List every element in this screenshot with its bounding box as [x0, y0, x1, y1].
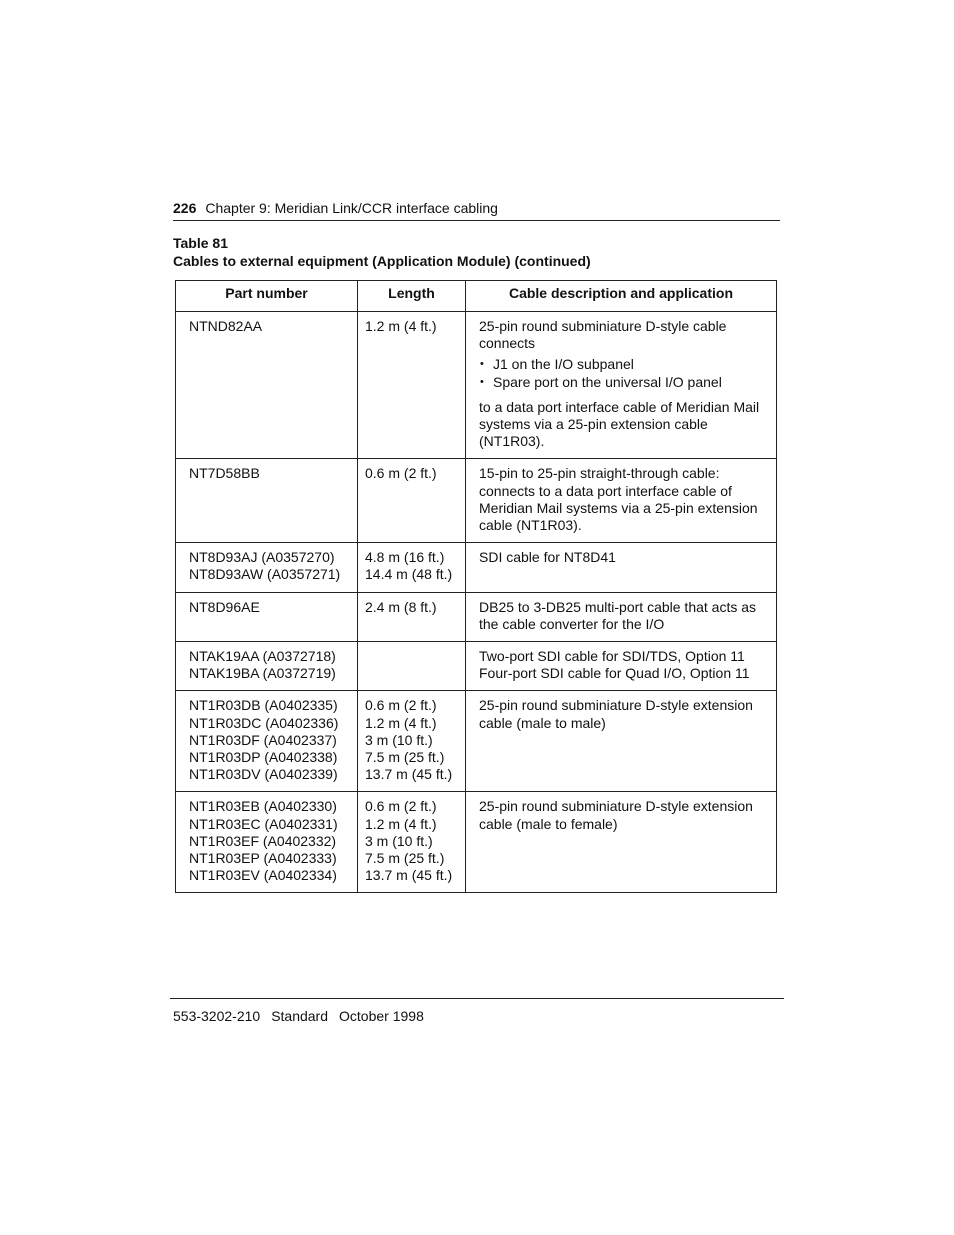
part-number: NT1R03EV (A0402334)	[189, 867, 337, 884]
description-line: Two-port SDI cable for SDI/TDS, Option 11	[479, 648, 745, 665]
part-number: NT1R03EC (A0402331)	[189, 815, 338, 832]
length-value: 0.6 m (2 ft.)	[365, 697, 437, 714]
length-value: 13.7 m (45 ft.)	[365, 766, 453, 783]
description-cell	[466, 691, 777, 792]
cables-table	[175, 280, 777, 893]
description-cell	[466, 543, 777, 592]
table-title: Cables to external equipment (Application Module) (continued)	[173, 252, 591, 269]
column-header-length: Length	[358, 281, 466, 312]
length-cell	[358, 592, 466, 641]
part-number: NTND82AA	[189, 318, 263, 334]
part-number-cell	[176, 459, 358, 543]
part-number: NTAK19AA (A0372718)	[189, 648, 336, 665]
description-text: SDI cable for NT8D41	[479, 549, 616, 566]
column-header-part-number: Part number	[176, 281, 358, 312]
table-label: Table 81	[173, 235, 228, 251]
description-text: to a data port interface cable of Meridian Mail systems via a 25-pin extension cable (NT1R03).	[479, 398, 760, 450]
chapter-title: Chapter 9: Meridian Link/CCR interface cabling	[205, 200, 498, 216]
part-number: NT7D58BB	[189, 465, 260, 482]
table-row	[176, 543, 777, 592]
table-caption	[173, 235, 780, 270]
table-row	[176, 312, 777, 459]
length-value: 3 m (10 ft.)	[365, 832, 433, 849]
length-value: 2.4 m (8 ft.)	[365, 598, 437, 615]
length-cell	[358, 691, 466, 792]
length-value: 1.2 m (4 ft.)	[365, 318, 437, 334]
table-row	[176, 691, 777, 792]
running-header	[173, 199, 780, 221]
part-number-cell	[176, 691, 358, 792]
running-footer	[170, 998, 784, 1024]
description-text: 25-pin round subminiature D-style extension cable (male to male)	[479, 697, 753, 731]
part-number: NT1R03DV (A0402339)	[189, 766, 338, 783]
table-row	[176, 642, 777, 691]
part-number-cell	[176, 642, 358, 691]
description-cell	[466, 592, 777, 641]
length-cell	[358, 312, 466, 459]
length-value: 3 m (10 ft.)	[365, 731, 433, 748]
part-number: NT1R03EB (A0402330)	[189, 798, 337, 815]
publication-date: October 1998	[339, 1008, 424, 1024]
length-value: 0.6 m (2 ft.)	[365, 465, 437, 482]
description-cell	[466, 312, 777, 459]
length-value: 1.2 m (4 ft.)	[365, 815, 437, 832]
length-cell	[358, 459, 466, 543]
bullet-text: Spare port on the universal I/O panel	[493, 373, 722, 390]
part-number-cell	[176, 543, 358, 592]
length-value: 14.4 m (48 ft.)	[365, 566, 453, 583]
part-number: NTAK19BA (A0372719)	[189, 665, 336, 682]
part-number: NT1R03DF (A0402337)	[189, 731, 337, 748]
part-number-cell	[176, 792, 358, 893]
length-value: 13.7 m (45 ft.)	[365, 867, 453, 884]
table-header-row	[176, 281, 777, 312]
description-cell	[466, 642, 777, 691]
length-value: 7.5 m (25 ft.)	[365, 850, 445, 867]
description-text: 25-pin round subminiature D-style cable connects	[479, 318, 727, 352]
part-number: NT1R03DC (A0402336)	[189, 714, 339, 731]
part-number: NT8D93AJ (A0357270)	[189, 549, 335, 566]
part-number: NT1R03EP (A0402333)	[189, 850, 337, 867]
part-number: NT1R03EF (A0402332)	[189, 832, 337, 849]
description-text: 15-pin to 25-pin straight-through cable: connects to a data port interface cable of Meridian Mail systems via a 25-pin extension cable (NT1R03).	[479, 465, 758, 534]
bullet-marker: •	[480, 358, 484, 371]
description-text: DB25 to 3-DB25 multi-port cable that acts as the cable converter for the I/O	[479, 598, 757, 632]
bullet-item	[479, 374, 772, 391]
part-number: NT1R03DB (A0402335)	[189, 697, 338, 714]
length-value: 0.6 m (2 ft.)	[365, 798, 437, 815]
length-value: 7.5 m (25 ft.)	[365, 749, 445, 766]
part-number-cell	[176, 312, 358, 459]
length-value: 1.2 m (4 ft.)	[365, 714, 437, 731]
length-value: 4.8 m (16 ft.)	[365, 549, 445, 566]
part-number: NT8D96AE	[189, 598, 260, 615]
description-cell	[466, 792, 777, 893]
length-cell	[358, 642, 466, 691]
table-row	[176, 592, 777, 641]
part-number: NT1R03DP (A0402338)	[189, 749, 338, 766]
document-status: Standard	[271, 1008, 329, 1024]
part-number: NT8D93AW (A0357271)	[189, 566, 341, 583]
page-number: 226	[173, 200, 197, 216]
document-number: 553-3202-210	[173, 1008, 261, 1024]
length-cell	[358, 792, 466, 893]
bullet-text: J1 on the I/O subpanel	[493, 356, 634, 373]
bullet-marker: •	[480, 375, 484, 388]
description-line: Four-port SDI cable for Quad I/O, Option 11	[479, 665, 750, 682]
part-number-cell	[176, 592, 358, 641]
description-cell	[466, 459, 777, 543]
table-row	[176, 459, 777, 543]
description-bullet-list	[479, 356, 772, 390]
column-header-description: Cable description and application	[466, 281, 777, 312]
table-row	[176, 792, 777, 893]
bullet-item	[479, 356, 772, 373]
length-cell	[358, 543, 466, 592]
description-text: 25-pin round subminiature D-style extension cable (male to female)	[479, 798, 753, 832]
